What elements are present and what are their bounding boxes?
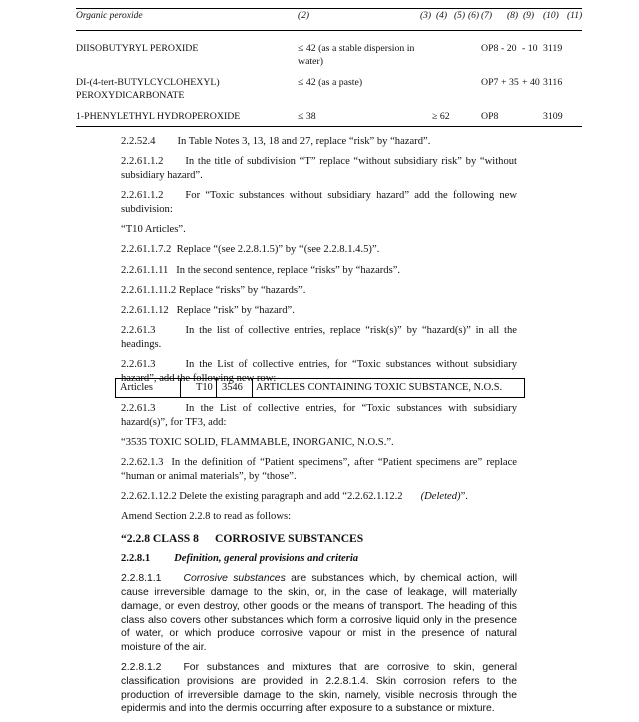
header-col-2: (2) — [298, 11, 310, 21]
un-number-cell: 3546 — [222, 382, 243, 393]
subsection-heading — [121, 552, 517, 566]
paragraph — [121, 456, 517, 484]
paragraph-number: 2.2.61.1.7.2 — [121, 244, 172, 256]
row-control-temp: - 20 — [501, 43, 517, 54]
paragraph — [121, 135, 517, 149]
row-un-number: 3109 — [543, 111, 563, 122]
paragraph-text: In Table Notes 3, 13, 18 and 27, replace “risk” by “hazard”. — [177, 136, 431, 147]
defined-term: Corrosive substances — [183, 573, 286, 585]
organic-peroxide-table — [76, 10, 582, 31]
paragraph — [121, 284, 517, 298]
paragraph-number: 2.2.61.1.11.2 — [121, 284, 177, 296]
column-divider — [180, 379, 181, 397]
row-un-number: 3119 — [543, 43, 563, 54]
paragraph-number: 2.2.52.4 — [121, 136, 156, 147]
paragraph — [121, 436, 517, 450]
paragraph — [121, 402, 517, 430]
paragraph-number: 2.2.61.1.2 — [121, 190, 164, 202]
paragraph-text: “3535 TOXIC SOLID, FLAMMABLE, INORGANIC, N.O.S.”. — [121, 437, 394, 449]
amendment-text-continued — [121, 402, 517, 722]
row-emergency-temp: + 40 — [522, 77, 540, 88]
row-name: 1-PHENYLETHYL HYDROPEROXIDE — [76, 111, 241, 122]
row-packing-method: OP8 — [481, 43, 499, 54]
table-row — [76, 110, 582, 126]
amendment-text — [121, 135, 517, 392]
paragraph — [121, 264, 517, 278]
closing-quote: ”. — [460, 491, 468, 503]
paragraph-text: Replace “risk” by “hazard”. — [176, 304, 295, 316]
paragraph-text: For substances and mixtures that are corrosive to skin, general classification provisions are provided in 2.2.8.1.4. Skin corrosion refers to the production of irreversible damage to the skin, namely, visible necrosis through the epidermis and into the dermis occurring after exposure to a substance or mixture. — [121, 662, 517, 715]
paragraph-text: In the list of collective entries, replace “risk(s)” by “hazard(s)” in all the headings. — [121, 324, 517, 350]
paragraph-text: In the definition of “Patient specimens”, after “Patient specimens are” replace “human or animal materials”, by “those”. — [121, 457, 517, 483]
paragraph — [121, 155, 517, 183]
header-col-3: (3) — [420, 11, 432, 21]
row-concentration: ≤ 38 — [298, 111, 316, 122]
row-diluent: ≥ 62 — [432, 111, 450, 122]
proper-shipping-name-cell: ARTICLES CONTAINING TOXIC SUBSTANCE, N.O.S. — [256, 382, 503, 393]
paragraph-text: “T10 Articles”. — [121, 224, 186, 236]
paragraph-text: Delete the existing paragraph and add “2.2.62.1.12.2 — [179, 491, 403, 503]
row-packing-method: OP8 — [481, 111, 499, 122]
header-col-8: (8) — [507, 11, 519, 21]
paragraph — [121, 510, 517, 524]
paragraph-number: 2.2.62.1.12.2 — [121, 491, 177, 503]
deleted-label: (Deleted) — [420, 491, 461, 503]
header-organic-peroxide: Organic peroxide — [76, 11, 143, 21]
header-col-7: (7) — [481, 11, 493, 21]
table-header-row — [76, 10, 582, 31]
paragraph — [121, 189, 517, 217]
section-heading — [121, 531, 517, 546]
header-col-5: (5) — [454, 11, 466, 21]
table-top-rule — [76, 8, 582, 9]
paragraph-text: are substances which, by chemical action, will cause irreversible damage to the skin, or, in the case of leakage, will materially damage, or even destroy, other goods or the means of transport. The heading of this class also covers other substances which form a corrosive liquid only in the presence of water, or which produce corrosive vapour or mist in the presence of natural moisture of the air. — [121, 573, 517, 654]
paragraph-text: Amend Section 2.2.8 to read as follows: — [121, 511, 292, 523]
paragraph — [121, 490, 517, 504]
row-concentration: ≤ 42 (as a stable dispersion in water) — [298, 43, 415, 68]
table-bottom-rule — [76, 126, 582, 127]
row-packing-method: OP7 — [481, 77, 499, 88]
articles-row-table — [115, 378, 525, 398]
paragraph-text: In the List of collective entries, for “Toxic substances with subsidiary hazard(s)”, for TF3, add: — [121, 403, 517, 429]
section-title: CORROSIVE SUBSTANCES — [214, 531, 364, 545]
paragraph-number: 2.2.61.3 — [121, 403, 156, 414]
articles-cell: Articles — [120, 382, 153, 393]
header-col-6: (6) — [468, 11, 480, 21]
row-emergency-temp: - 10 — [522, 43, 538, 54]
row-name: DI-(4-tert-BUTYLCYCLOHEXYL) PEROXYDICARBONATE — [76, 77, 220, 102]
paragraph-number: 2.2.61.1.12 — [121, 304, 169, 316]
paragraph-text: Replace “(see 2.2.8.1.5)” by “(see 2.2.8.1.4.5)”. — [176, 244, 380, 256]
paragraph-number: 2.2.62.1.3 — [121, 457, 164, 469]
paragraph-number: 2.2.61.1.2 — [121, 156, 164, 168]
paragraph-number: 2.2.61.3 — [121, 324, 156, 336]
paragraph — [121, 324, 517, 352]
row-control-temp: + 35 — [501, 77, 519, 88]
row-name: DIISOBUTYRYL PEROXIDE — [76, 43, 199, 54]
header-col-10: (10) — [543, 11, 559, 21]
section-number: “2.2.8 CLASS 8 — [121, 531, 199, 545]
paragraph-number: 2.2.61.3 — [121, 358, 156, 370]
paragraph-text: In the List of collective entries, for “Toxic substances without subsidiary hazard”, add the following new row: — [121, 358, 517, 385]
paragraph — [121, 243, 517, 257]
table-row — [76, 42, 582, 72]
paragraph-text: In the title of subdivision “T” replace “without subsidiary risk” by “without subsidiary hazard”. — [121, 156, 517, 182]
paragraph-number: 2.2.8.1.2 — [121, 662, 162, 673]
header-col-11: (11) — [567, 11, 583, 21]
classification-code-cell: T10 — [196, 382, 213, 393]
column-divider — [216, 379, 217, 397]
row-concentration: ≤ 42 (as a paste) — [298, 77, 363, 88]
header-col-4: (4) — [436, 11, 448, 21]
subsection-number: 2.2.8.1 — [121, 552, 151, 564]
header-col-9: (9) — [523, 11, 535, 21]
paragraph-text: Replace “risks” by “hazards”. — [178, 284, 306, 296]
paragraph-text: For “Toxic substances without subsidiary hazard” add the following new subdivision: — [121, 190, 517, 216]
paragraph-number: 2.2.61.1.11 — [121, 264, 169, 276]
subsection-title: Definition, general provisions and criteria — [174, 552, 359, 564]
paragraph — [121, 572, 517, 655]
paragraph — [121, 304, 517, 318]
paragraph — [121, 661, 517, 716]
paragraph-number: 2.2.8.1.1 — [121, 573, 162, 585]
table-row — [76, 76, 582, 106]
row-un-number: 3116 — [543, 77, 563, 88]
paragraph — [121, 223, 517, 237]
paragraph-text: In the second sentence, replace “risks” by “hazards”. — [176, 264, 401, 276]
